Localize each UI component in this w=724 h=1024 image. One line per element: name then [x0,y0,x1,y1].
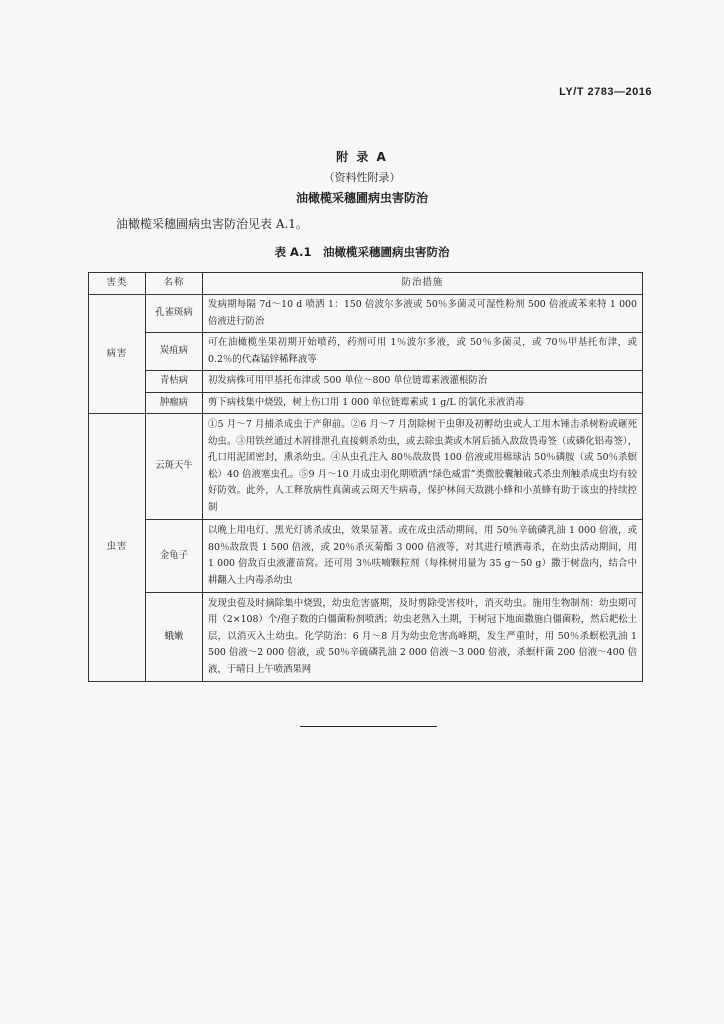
name-cell: 金龟子 [146,520,203,593]
measure-cell: 可在油橄榄坐果初期开始喷药，药剂可用 1％波尔多液，或 50％多菌灵，或 70％甲基托布津，或 0.2％的代森锰锌稀释液等 [203,333,643,371]
header-name: 名称 [146,273,203,295]
table-row [89,520,643,593]
table-row [89,295,643,333]
appendix-title: 附 录 A [336,150,388,164]
intro-paragraph: 油橄榄采穗圃病虫害防治见表 A.1。 [116,217,308,231]
appendix-subtitle: （资料性附录） [323,171,401,184]
table-row [89,392,643,414]
name-cell: 炭疽病 [146,333,203,371]
appendix-name: 油橄榄采穗圃病虫害防治 [295,191,428,205]
name-cell: 青枯病 [146,371,203,393]
table-row [89,593,643,682]
header-category: 害类 [89,273,146,295]
table-caption: 表 A.1 油橄榄采穗圃病虫害防治 [274,245,450,259]
category-cell: 病害 [89,295,146,414]
standard-code: LY/T 2783—2016 [559,86,652,98]
measure-cell: 剪下病枝集中烧毁，树上伤口用 1 000 单位链霉素或 1 g/L 的氯化汞液消毒 [203,392,643,414]
table-header-row [89,273,643,295]
header-measures: 防治措施 [203,273,643,295]
name-cell: 肿瘤病 [146,392,203,414]
measure-cell: 初发病株可用甲基托布津或 500 单位～800 单位链霉素液灌根防治 [203,371,643,393]
pest-control-table [88,272,643,682]
measure-cell: 以晚上用电灯、黑光灯诱杀成虫，效果显著。或在成虫活动期间，用 50％辛硫磷乳油 1 000 倍液，或 80％敌敌畏 1 500 倍液，或 20％杀灭菊酯 3 000 倍液等，对其进行喷洒毒杀，在幼虫活动期间，用 1 000 倍敌百虫液灌苗窝。还可用 3％呋喃颗粒剂（每株树用量为 35 g～50 g）撒于树盘内，结合中耕翻入土内毒杀幼虫 [203,520,643,593]
name-cell: 云斑天牛 [146,414,203,520]
table-row [89,333,643,371]
end-rule [300,726,437,727]
measure-cell: 发病期每隔 7d～10 d 喷洒 1：150 倍波尔多液或 50％多菌灵可湿性粉剂 500 倍液或苯来特 1 000 倍液进行防治 [203,295,643,333]
name-cell: 蛾嫩 [146,593,203,682]
measure-cell: ①5 月～7 月捕杀成虫于产卵前。②6 月～7 月刮除树干虫卵及初孵幼虫或人工用木锤击杀树粉或砸死幼虫。③用铁丝通过木屑排泄孔直接刺杀幼虫，或去除虫粪或木屑后插入敌敌畏毒签（或磷化铝毒签），孔口用泥团密封，熏杀幼虫。④从虫孔注入 80％敌敌畏 100 倍液或用棉球沾 50％磷胺（或 50％杀螟松）40 倍液塞虫孔。⑤9 月～10 月成虫羽化期喷洒“绿色威雷”类微胶囊触破式杀虫剂触杀成虫均有较好防效。此外，人工释放病性真菌或云斑天牛病毒，保护林间天敌跳小蜂和小茧蜂有助于该虫的持续控制 [203,414,643,520]
measure-cell: 发现虫苞及时摘除集中烧毁，幼虫危害盛期，及时剪除受害枝叶，消灭幼虫。施用生物制剂：幼虫期可用（2×108）个/孢子数的白僵菌粉剂喷洒；幼虫老熟入土期，于树冠下地面撒施白僵菌粉，然后耙松土层，以消灭入土幼虫。化学防治：6 月～8 月为幼虫危害高峰期，发生严重时，用 50％杀螟松乳油 1 500 倍液～2 000 倍液，或 50％辛硫磷乳油 2 000 倍液～3 000 倍液，杀螟杆菌 200 倍液～400 倍液，于晴日上午喷洒果网 [203,593,643,682]
name-cell: 孔雀斑病 [146,295,203,333]
category-cell: 虫害 [89,414,146,682]
table-row [89,414,643,520]
table-row [89,371,643,393]
